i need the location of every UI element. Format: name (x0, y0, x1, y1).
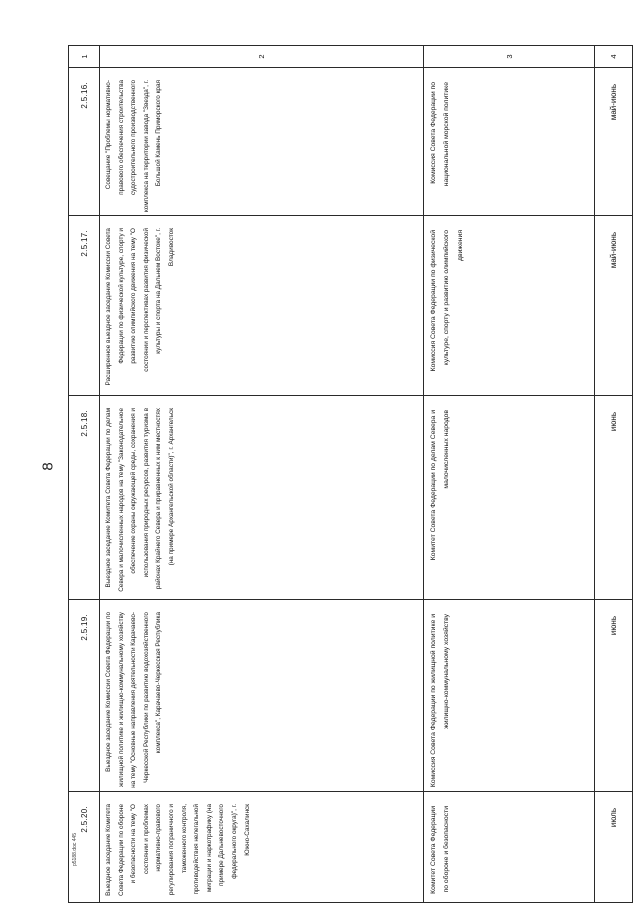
page-number: 8 (39, 462, 57, 471)
responsible-text: Комиссия Совета Федерации по жилищной политике и жилищно-коммунальному хозяйству (430, 614, 451, 788)
period-text: май-июнь (609, 232, 618, 269)
column-header-label: 1 (79, 54, 89, 59)
column-header-cell (424, 46, 594, 67)
row-number-cell (69, 792, 99, 902)
period-text: май-июнь (609, 84, 618, 121)
footer-note: p5188.doc 445 (72, 832, 78, 866)
period-cell (595, 792, 632, 902)
row-number: 2.5.19. (79, 614, 89, 641)
responsible-cell (424, 68, 594, 215)
row-number-cell (69, 396, 99, 599)
responsible-text: Комитет Совета Федерации по делам Севера и малочисленных народов (430, 410, 451, 561)
column-header-cell (69, 46, 99, 67)
event-cell (100, 68, 423, 215)
row-number: 2.5.16. (79, 82, 89, 109)
table-border-line (68, 902, 633, 903)
period-text: июнь (609, 412, 618, 432)
column-header-label: 2 (257, 54, 266, 59)
row-number-cell (69, 68, 99, 215)
responsible-cell (424, 792, 594, 902)
row-number: 2.5.17. (79, 230, 89, 257)
period-cell (595, 216, 632, 395)
column-header-cell (595, 46, 632, 67)
event-cell (100, 396, 423, 599)
event-cell (100, 600, 423, 791)
event-text: Расширенное выездное заседание Комиссии Совета Федерации по физической культуре, спорту и развитию олимпийского движения на тему "О состоянии и перспективах развития физической культуры и спорта на Дальнем Востоке", г. Владивосток (105, 228, 175, 386)
period-cell (595, 68, 632, 215)
event-cell (100, 216, 423, 395)
event-text: Выездное заседание Комиссии Совета Федерации по жилищной политике и жилищно-коммунальному хозяйству на тему "Основные направления деятельности Карачаево-Черкесской Республики по развитию водохозяйственного комплекса", Карачаево-Черкесская Республика (105, 612, 163, 788)
responsible-cell (424, 396, 594, 599)
event-cell (100, 792, 423, 902)
period-text: июль (609, 808, 618, 828)
period-cell (595, 600, 632, 791)
event-text: Совещание "Проблемы нормативно-правового обеспечения строительства судостроительного производственного комплекса на территории завода "Звезда", г. Большой Камень Приморского края (105, 80, 163, 213)
period-text: июнь (609, 616, 618, 636)
row-number: 2.5.20. (79, 806, 89, 833)
event-text: Выездное заседание Комитета Совета Федерации по делам Севера и малочисленных народов на тему "Законодательное обеспечение охраны окружающей среды, сохранения и использования природных ресурсов, развития туризма в районах Крайнего Севера и приравненных к ним местностях (на примере Архангельской области)", г. Архангельск (105, 408, 175, 592)
row-number: 2.5.18. (79, 410, 89, 437)
row-number-cell (69, 216, 99, 395)
responsible-text: Комиссия Совета Федерации по физической культуре, спорту и развитию олимпийского движения (430, 230, 464, 372)
responsible-cell (424, 600, 594, 791)
responsible-text: Комитет Совета Федерации по обороне и безопасности (430, 806, 451, 894)
period-cell (595, 396, 632, 599)
responsible-cell (424, 216, 594, 395)
table-border-line (632, 45, 633, 903)
responsible-text: Комиссия Совета Федерации по национальной морской политике (430, 82, 451, 187)
event-text: Выездное заседание Комитета Совета Федерации по обороне и безопасности на тему "О состоянии и проблемах нормативно-правового регулирования пограничного и таможенного контроля, противодействия нелегальной миграции и наркотрафику (на примере Дальневосточного федерального округа)", г. Южно-Сахалинск (105, 804, 251, 897)
column-header-label: 4 (609, 54, 618, 59)
row-number-cell (69, 600, 99, 791)
column-header-label: 3 (504, 54, 514, 59)
column-header-cell (100, 46, 423, 67)
